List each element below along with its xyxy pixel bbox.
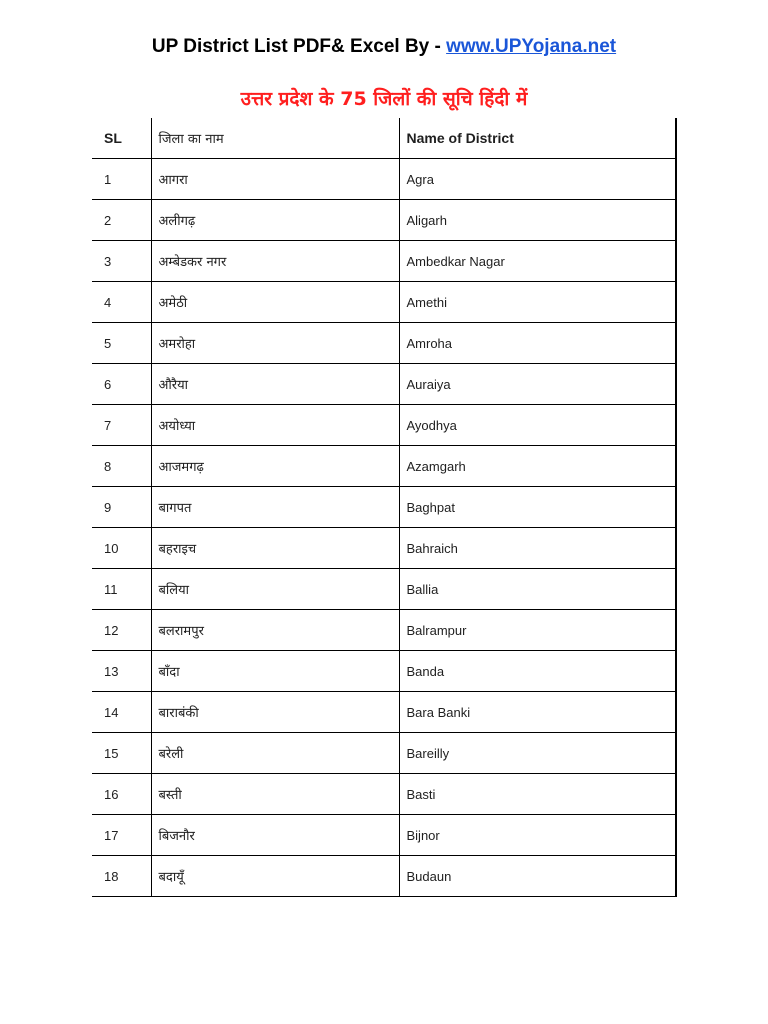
table-row	[92, 856, 676, 897]
cell-english-name: Auraiya	[399, 364, 676, 405]
cell-english-name: Basti	[399, 774, 676, 815]
cell-english-name: Bahraich	[399, 528, 676, 569]
cell-english-name: Aligarh	[399, 200, 676, 241]
cell-sl: 10	[92, 528, 151, 569]
cell-sl: 17	[92, 815, 151, 856]
cell-english-name: Budaun	[399, 856, 676, 897]
cell-hindi-name: आगरा	[151, 159, 399, 200]
cell-hindi-name: बलिया	[151, 569, 399, 610]
cell-hindi-name: बागपत	[151, 487, 399, 528]
table-row	[92, 528, 676, 569]
document-title	[0, 36, 768, 58]
cell-sl: 13	[92, 651, 151, 692]
cell-english-name: Ayodhya	[399, 405, 676, 446]
cell-english-name: Balrampur	[399, 610, 676, 651]
table-row	[92, 774, 676, 815]
cell-hindi-name: अमरोहा	[151, 323, 399, 364]
cell-sl: 4	[92, 282, 151, 323]
table-row	[92, 364, 676, 405]
table-row	[92, 323, 676, 364]
cell-sl: 2	[92, 200, 151, 241]
header-sl: SL	[92, 118, 151, 159]
cell-english-name: Amroha	[399, 323, 676, 364]
table-row	[92, 282, 676, 323]
cell-english-name: Amethi	[399, 282, 676, 323]
table-row	[92, 815, 676, 856]
header-english-name: Name of District	[399, 118, 676, 159]
table-row	[92, 159, 676, 200]
table-row	[92, 241, 676, 282]
cell-english-name: Baghpat	[399, 487, 676, 528]
cell-english-name: Bareilly	[399, 733, 676, 774]
cell-hindi-name: बाँदा	[151, 651, 399, 692]
cell-english-name: Ambedkar Nagar	[399, 241, 676, 282]
table-row	[92, 569, 676, 610]
cell-hindi-name: आजमगढ़	[151, 446, 399, 487]
cell-sl: 14	[92, 692, 151, 733]
cell-english-name: Banda	[399, 651, 676, 692]
cell-hindi-name: औरैया	[151, 364, 399, 405]
document-subtitle: उत्तर प्रदेश के 75 जिलों की सूचि हिंदी में	[240, 88, 528, 110]
cell-sl: 15	[92, 733, 151, 774]
table-row	[92, 610, 676, 651]
cell-sl: 12	[92, 610, 151, 651]
cell-english-name: Agra	[399, 159, 676, 200]
table-row	[92, 692, 676, 733]
cell-sl: 8	[92, 446, 151, 487]
table-body	[92, 159, 676, 897]
cell-sl: 3	[92, 241, 151, 282]
table-row	[92, 487, 676, 528]
cell-hindi-name: बिजनौर	[151, 815, 399, 856]
cell-hindi-name: अलीगढ़	[151, 200, 399, 241]
cell-hindi-name: बदायूँ	[151, 856, 399, 897]
cell-sl: 16	[92, 774, 151, 815]
cell-hindi-name: अमेठी	[151, 282, 399, 323]
website-link[interactable]: www.UPYojana.net	[446, 36, 617, 57]
cell-sl: 11	[92, 569, 151, 610]
cell-hindi-name: बरेली	[151, 733, 399, 774]
table-row	[92, 446, 676, 487]
cell-english-name: Bijnor	[399, 815, 676, 856]
cell-hindi-name: बस्ती	[151, 774, 399, 815]
cell-sl: 7	[92, 405, 151, 446]
district-table	[92, 118, 677, 897]
table-header-row	[92, 118, 676, 159]
cell-english-name: Azamgarh	[399, 446, 676, 487]
cell-hindi-name: अयोध्या	[151, 405, 399, 446]
cell-hindi-name: बाराबंकी	[151, 692, 399, 733]
cell-hindi-name: बहराइच	[151, 528, 399, 569]
table-row	[92, 200, 676, 241]
table-row	[92, 405, 676, 446]
title-text: UP District List PDF& Excel By -	[151, 36, 447, 57]
cell-hindi-name: अम्बेडकर नगर	[151, 241, 399, 282]
cell-sl: 18	[92, 856, 151, 897]
cell-hindi-name: बलरामपुर	[151, 610, 399, 651]
cell-english-name: Bara Banki	[399, 692, 676, 733]
cell-sl: 5	[92, 323, 151, 364]
cell-english-name: Ballia	[399, 569, 676, 610]
table-row	[92, 651, 676, 692]
header-hindi-name: जिला का नाम	[151, 118, 399, 159]
table-row	[92, 733, 676, 774]
cell-sl: 1	[92, 159, 151, 200]
cell-sl: 6	[92, 364, 151, 405]
cell-sl: 9	[92, 487, 151, 528]
